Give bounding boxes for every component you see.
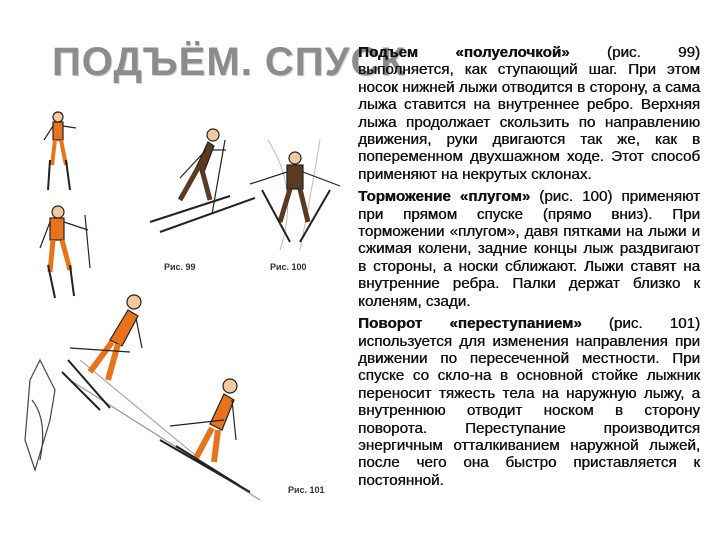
- figure-caption-101: Рис. 101: [288, 485, 325, 495]
- term-polyelochka: Подъем «полуелочкой»: [358, 44, 570, 61]
- paragraph-perestupanie: [358, 315, 700, 489]
- skier-figure-101: [25, 295, 260, 500]
- body-polyelochka: (рис. 99) выполняется, как ступающий шаг. При этом носок нижней лыжи отводится в сторону, а сама лыжа ставится на внутреннее ребро. Верхняя лыжа продолжает скользить по направлению движения, руки двигаются так же, как в попеременном двухшажном ходе. Этот способ применяют на некрутых склонах.: [358, 44, 700, 183]
- article-text: [358, 44, 700, 494]
- skier-figure: [44, 112, 76, 190]
- skier-figure-99: [150, 129, 255, 232]
- skier-sequence-99: [40, 112, 90, 298]
- body-perestupanie: (рис. 101) используется для изменения направления при движении по пересеченной местности. При спуске со скло-на в основной стойке лыжник переносит тяжесть тела на наружную лыжу, а внутреннюю отводит носком в сторону поворота. Переступание производится энергичным отталкиванием наружной лыжей, после чего она быстро приставляется к постоянной.: [358, 315, 701, 489]
- page-title: ПОДЪЁМ. СПУСК: [52, 40, 406, 84]
- skier-figure-100: [250, 140, 340, 250]
- illustrations: [0, 0, 345, 540]
- paragraph-polyelochka: [358, 44, 700, 183]
- paragraph-plug: [358, 188, 700, 310]
- figure-caption-100: Рис. 100: [270, 262, 307, 272]
- figure-caption-99: Рис. 99: [164, 262, 196, 272]
- term-perestupanie: Поворот «переступанием»: [358, 315, 582, 333]
- term-plug: Торможение «плугом»: [358, 188, 531, 206]
- skier-figure: [40, 206, 90, 298]
- body-plug: (рис. 100) применяют при прямом спуске (прямо вниз). При торможении «плугом», давя пятками на лыжи и сжимая колени, задние концы лыж раздвигают в стороны, а носки сближают. Лыжи ставят на внутренние ребра. Палки держат близко к коленям, сзади.: [358, 188, 700, 310]
